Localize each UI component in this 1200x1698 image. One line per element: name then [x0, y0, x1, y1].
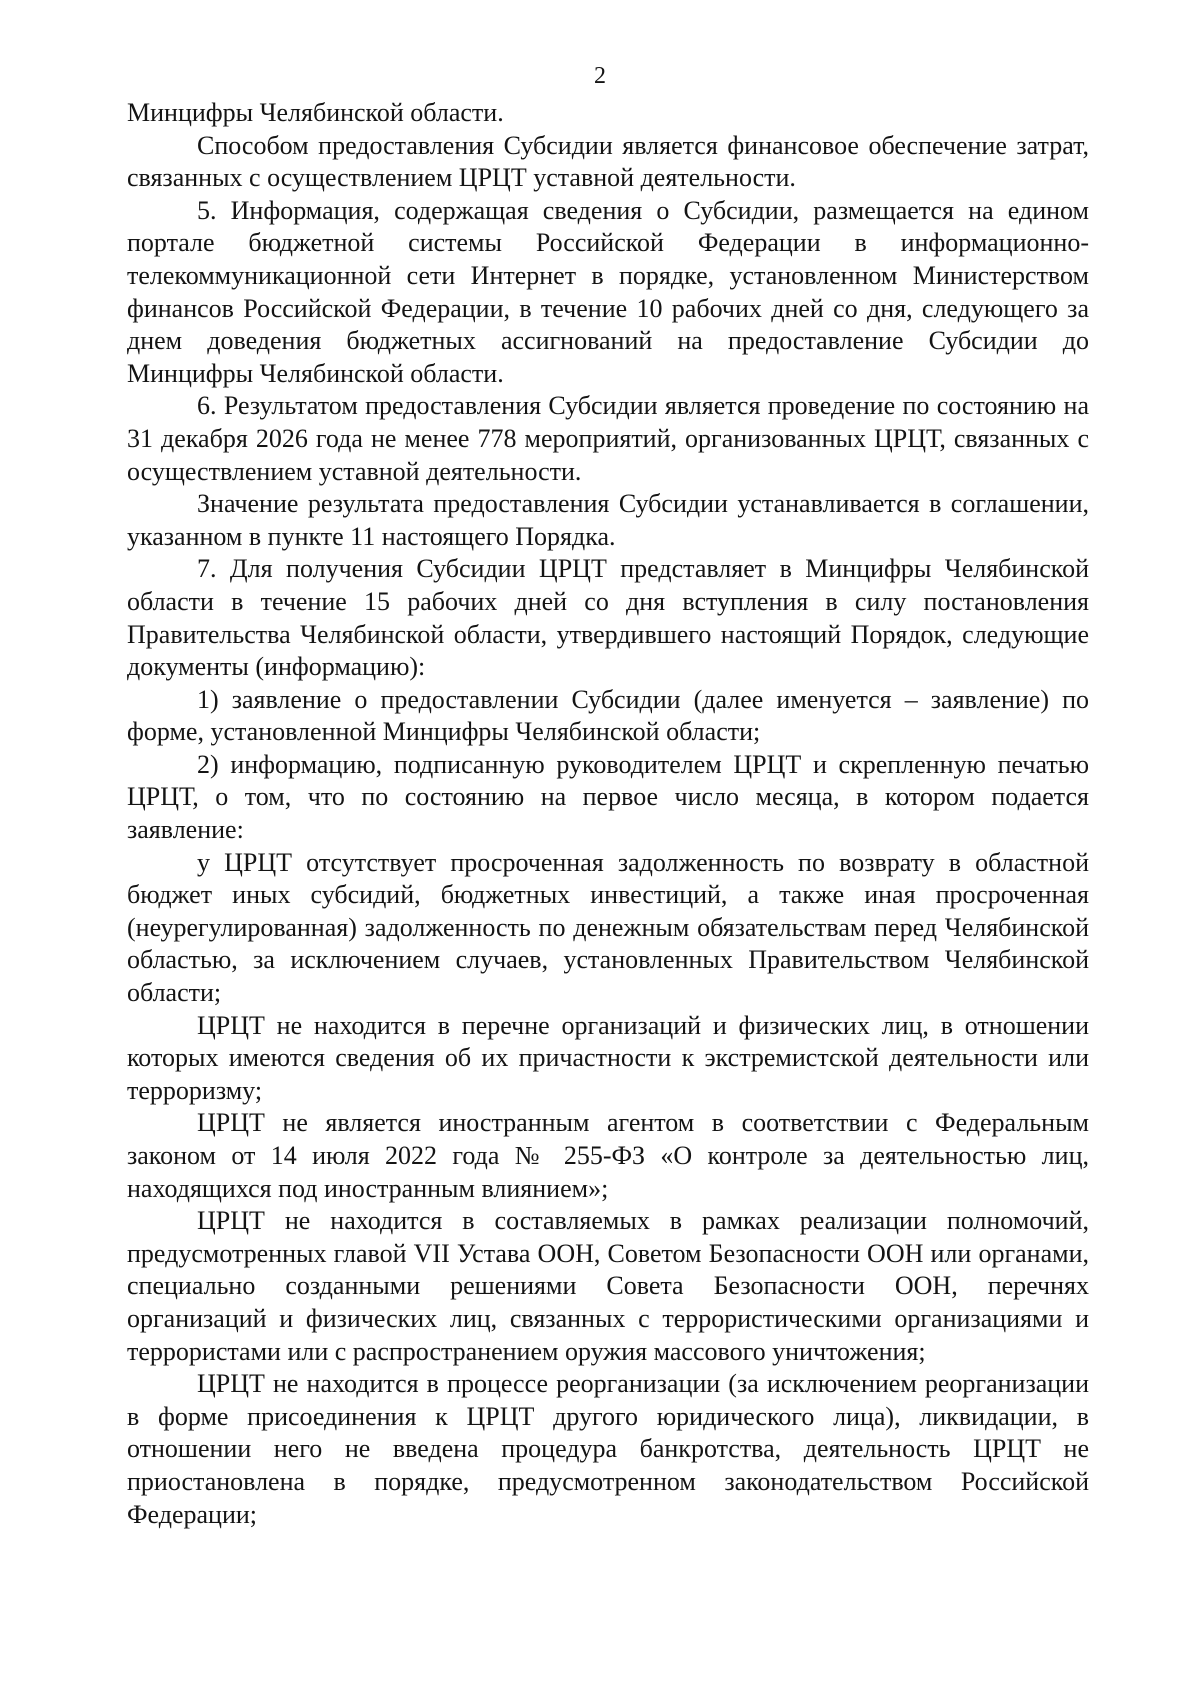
- paragraph-result-value: Значение результата предоставления Субсидии устанавливается в соглашении, указанном в пункте 11 настоящего Порядка.: [127, 489, 1089, 551]
- paragraph-subitem-2: 2) информацию, подписанную руководителем ЦРЦТ и скрепленную печатью ЦРЦТ, о том, что по состоянию на первое число месяца, в котором подается заявление:: [127, 749, 1089, 845]
- page-number: 2: [594, 63, 606, 89]
- paragraph-item-6: 6. Результатом предоставления Субсидии является проведение по состоянию на 31 декабря 2026 года не менее 778 мероприятий, организованных ЦРЦТ, связанных с осуществлением уставной деятельности.: [127, 391, 1089, 486]
- paragraph-item-7: 7. Для получения Субсидии ЦРЦТ представляет в Минцифры Челябинской области в течение 15 рабочих дней со дня вступления в силу постановления Правительства Челябинской области, утвердившего настоящий Порядок, следующие документы (информацию):: [127, 554, 1089, 682]
- paragraph-not-foreign-agent: ЦРЦТ не является иностранным агентом в соответствии с Федеральным законом от 14 июля 2022 года № 255-ФЗ «О контроле за деятельностью лиц, находящихся под иностранным влиянием»;: [127, 1108, 1089, 1203]
- paragraph-continuation: Минцифры Челябинской области.: [127, 98, 504, 127]
- paragraph-subsidy-method: Способом предоставления Субсидии является финансовое обеспечение затрат, связанных с осуществлением ЦРЦТ уставной деятельности.: [127, 130, 1089, 193]
- paragraph-subitem-1: 1) заявление о предоставлении Субсидии (далее именуется – заявление) по форме, установленной Минцифры Челябинской области;: [127, 684, 1089, 747]
- paragraph-no-extremism: ЦРЦТ не находится в перечне организаций и физических лиц, в отношении которых имеются сведения об их причастности к экстремистской деятельности или терроризму;: [127, 1010, 1089, 1105]
- paragraph-item-5: 5. Информация, содержащая сведения о Субсидии, размещается на едином портале бюджетной системы Российской Федерации в информационно-телекоммуникационной сети Интернет в порядке, установленном Министерством финансов Российской Федерации, в течение 10 рабочих дней со дня, следующего за днем доведения бюджетных ассигнований на предоставление Субсидии до Минцифры Челябинской области.: [127, 195, 1089, 388]
- document-body: [127, 97, 1089, 1531]
- paragraph-no-debt: у ЦРЦТ отсутствует просроченная задолженность по возврату в областной бюджет иных субсидий, бюджетных инвестиций, а также иная просроченная (неурегулированная) задолженность по денежным обязательствам перед Челябинской областью, за исключением случаев, установленных Правительством Челябинской области;: [127, 847, 1089, 1008]
- paragraph-un-lists: ЦРЦТ не находится в составляемых в рамках реализации полномочий, предусмотренных главой VII Устава ООН, Советом Безопасности ООН или органами, специально созданными решениями Совета Безопасности ООН, перечнях организаций и физических лиц, связанных с террористическими организациями и террористами или с распространением оружия массового уничтожения;: [127, 1206, 1089, 1366]
- paragraph-no-reorganization: ЦРЦТ не находится в процессе реорганизации (за исключением реорганизации в форме присоединения к ЦРЦТ другого юридического лица), ликвидации, в отношении него не введена процедура банкротства, деятельность ЦРЦТ не приостановлена в порядке, предусмотренном законодательством Российской Федерации;: [127, 1369, 1089, 1529]
